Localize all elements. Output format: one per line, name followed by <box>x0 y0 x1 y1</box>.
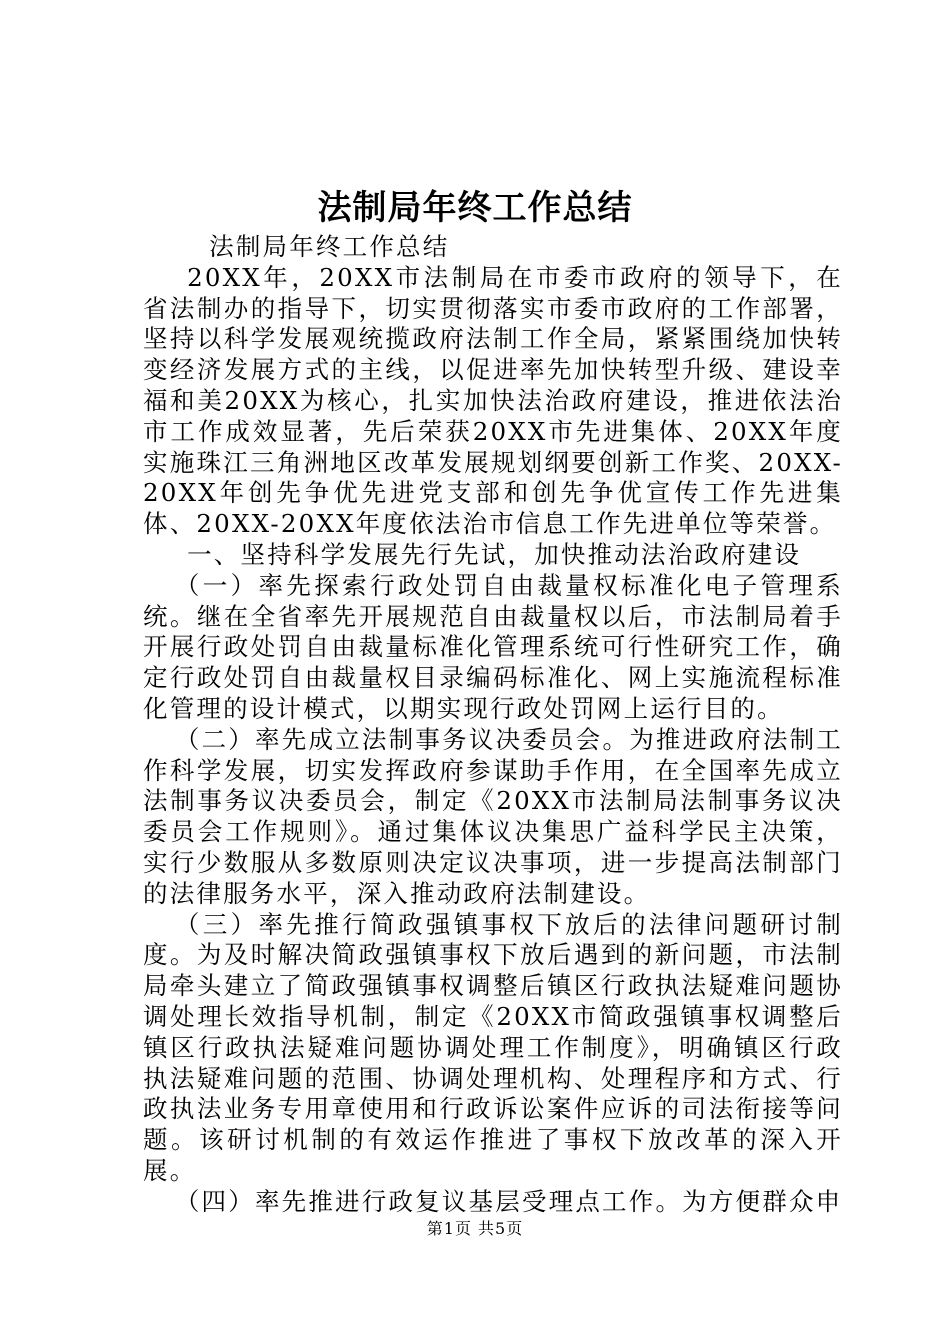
paragraph-intro: 20XX年，20XX市法制局在市委市政府的领导下，在省法制办的指导下，切实贯彻落实市委市政府的工作部署，坚持以科学发展观统揽政府法制工作全局，紧紧围绕加快转变经济发展方式的主线，以促进率先加快转型升级、建设幸福和美20XX为核心，扎实加快法治政府建设，推进依法治市工作成效显著，先后荣获20XX市先进集体、20XX年度实施珠江三角洲地区改革发展规划纲要创新工作奖、20XX-20XX年创先争优先进党支部和创先争优宣传工作先进集体、20XX-20XX年度依法治市信息工作先进单位等荣誉。 <box>143 262 843 539</box>
document-title: 法制局年终工作总结 <box>317 188 633 228</box>
paragraph-subtitle: 法制局年终工作总结 <box>209 232 450 261</box>
document-body <box>143 232 843 1218</box>
paragraph-item-2: （二）率先成立法制事务议决委员会。为推进政府法制工作科学发展，切实发挥政府参谋助手作用，在全国率先成立法制事务议决委员会，制定《20XX市法制局法制事务议决委员会工作规则》。通过集体议决集思广益科学民主决策，实行少数服从多数原则决定议决事项，进一步提高法制部门的法律服务水平，深入推动政府法制建设。 <box>143 724 843 908</box>
paragraph-item-4: （四）率先推进行政复议基层受理点工作。为方便群众申 <box>174 1186 843 1216</box>
paragraph-item-1: （一）率先探索行政处罚自由裁量权标准化电子管理系统。继在全省率先开展规范自由裁量权以后，市法制局着手开展行政处罚自由裁量标准化管理系统可行性研究工作，确定行政处罚自由裁量权目录编码标准化、网上实施流程标准化管理的设计模式，以期实现行政处罚网上运行目的。 <box>143 570 843 723</box>
section-heading: 一、坚持科学发展先行先试，加快推动法治政府建设 <box>187 539 802 569</box>
page-footer: 第1页 共5页 <box>426 1219 524 1238</box>
paragraph-item-3: （三）率先推行简政强镇事权下放后的法律问题研讨制度。为及时解决简政强镇事权下放后遇到的新问题，市法制局牵头建立了简政强镇事权调整后镇区行政执法疑难问题协调处理长效指导机制，制定《20XX市简政强镇事权调整后镇区行政执法疑难问题协调处理工作制度》，明确镇区行政执法疑难问题的范围、协调处理机构、处理程序和方式、行政执法业务专用章使用和行政诉讼案件应诉的司法衔接等问题。该研讨机制的有效运作推进了事权下放改革的深入开展。 <box>143 909 843 1185</box>
